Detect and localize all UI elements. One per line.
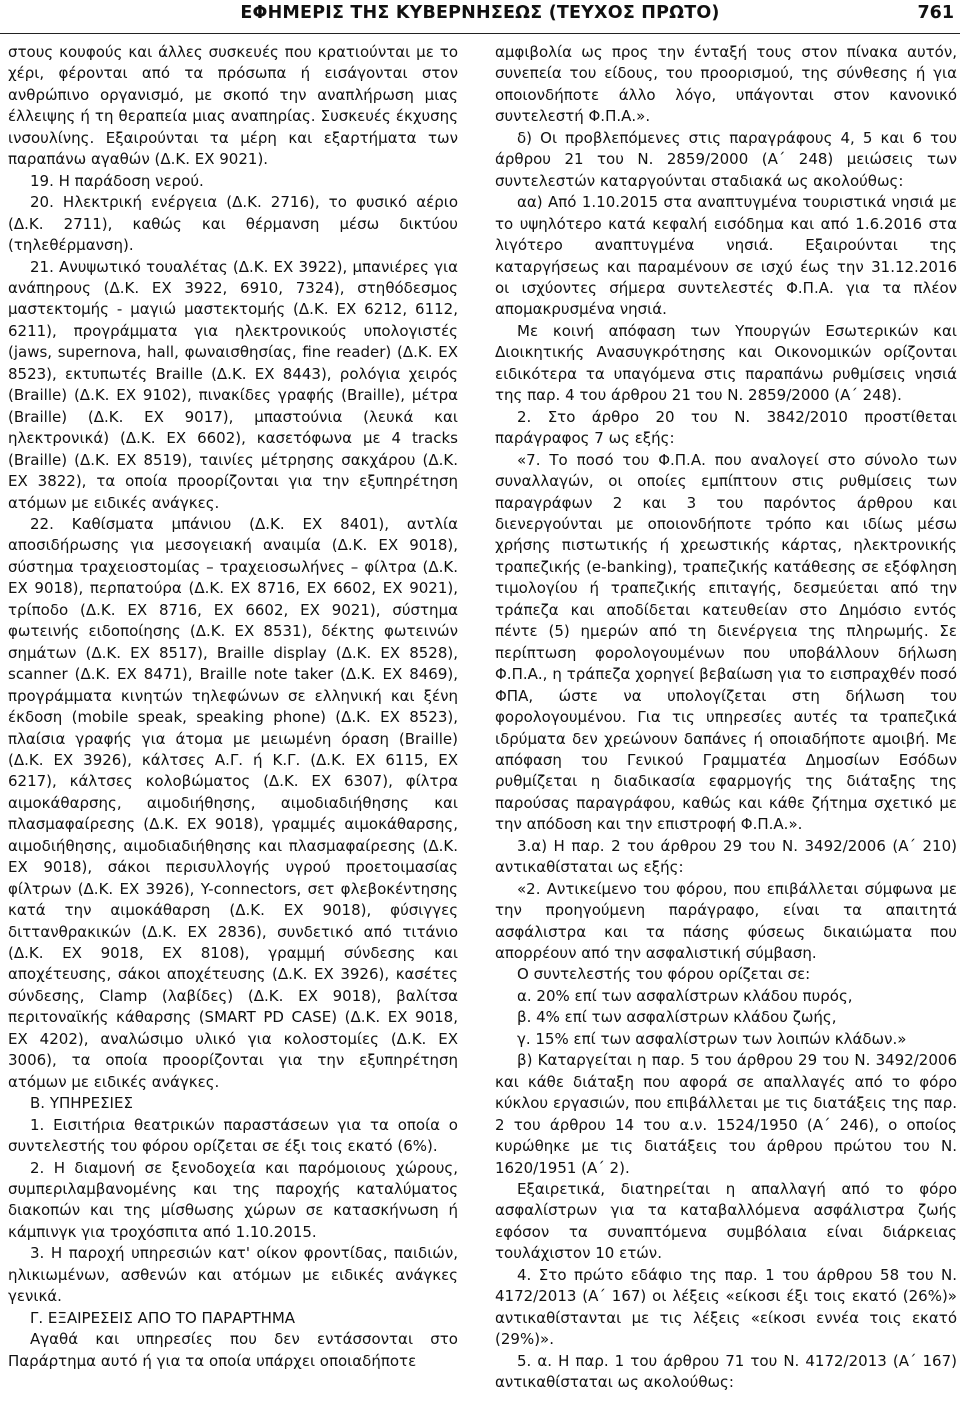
paragraph: «2. Αντικείμενο του φόρου, που επιβάλλεται σύμφωνα με την προηγούμενη παράγραφο, είναι τα απαιτητά ασφάλιστρα και τα πάσης φύσεως δικαιώματα που απορρέουν από την ασφαλιστική σύμβαση. — [495, 879, 957, 963]
paragraph: Β. ΥΠΗΡΕΣΙΕΣ — [30, 1094, 133, 1113]
paragraph: 19. Η παράδοση νερού. — [30, 171, 204, 190]
paragraph: 20. Ηλεκτρική ενέργεια (Δ.Κ. 2716), το φυσικό αέριο (Δ.Κ. 2711), καθώς και θέρμανση μέσω δικτύου (τηλεθέρμανση). — [8, 193, 458, 255]
paragraph: Αγαθά και υπηρεσίες που δεν εντάσσονται στο Παράρτημα αυτό ή για τα οποία υπάρχει οποιαδήποτε — [8, 1330, 458, 1370]
paragraph: 2. Η διαμονή σε ξενοδοχεία και παρόμοιους χώρους, συμπεριλαμβανομένης και της παροχής καταλύματος διακοπών και της μίσθωσης χώρων σε κατασκήνωση ή κάμπινγκ για τροχόσπιτα από 1.10.2015. — [8, 1158, 458, 1241]
gazette-title: ΕΦΗΜΕΡΙΣ ΤΗΣ ΚΥΒΕΡΝΗΣΕΩΣ (ΤΕΥΧΟΣ ΠΡΩΤΟ) — [240, 3, 720, 23]
paragraph: Γ. ΕΞΑΙΡΕΣΕΙΣ ΑΠΟ ΤΟ ΠΑΡΑΡΤΗΜΑ — [30, 1308, 296, 1327]
left-column — [8, 42, 458, 1420]
paragraph: β) Καταργείται η παρ. 5 του άρθρου 29 του Ν. 3492/2006 και κάθε διάταξη που αφορά σε απαλλαγές από το φόρο κύκλου εργασιών, που επιβάλλεται με τις διατάξεις της παρ. 2 του άρθρου 14 του α.ν. 1524/1950 (Α΄ 246), ο οποίος κυρώθηκε με τις διατάξεις του άρθρου πρώτου του Ν. 1620/1951 (Α΄ 2). — [495, 1051, 957, 1177]
paragraph: Με κοινή απόφαση των Υπουργών Εσωτερικών και Διοικητικής Ανασυγκρότησης και Οικονομικών ορίζονται ειδικότερα τα υπαγόμενα στις παραπάνω ρυθμίσεις νησιά της παρ. 4 του άρθρου 21 του Ν. 2859/2000 (Α΄ 248). — [495, 321, 957, 405]
paragraph: 5. α. Η παρ. 1 του άρθρου 71 του Ν. 4172/2013 (Α΄ 167) αντικαθίσταται ως ακολούθως: — [495, 1351, 957, 1392]
paragraph: 3.α) Η παρ. 2 του άρθρου 29 του Ν. 3492/2006 (Α΄ 210) αντικαθίσταται ως εξής: — [495, 836, 957, 877]
paragraph: 21. Ανυψωτικό τουαλέτας (Δ.Κ. ΕΧ 3922), μπανιέρες για ανάπηρους (Δ.Κ. ΕΧ 3922, 6910, 7324), στηθόδεσμος μαστεκτομής - μαγιώ μαστεκτομής (Δ.Κ. ΕΧ 6212, 6112, 6211), προγράμματα για ηλεκτρονικούς υπολογιστές (jaws, supernova, hall, φωναισθησίας, fine reader) (Δ.Κ. ΕΧ 8523), εκτυπωτές Braille (Δ.Κ. ΕΧ 8443), ρολόγια χειρός (Braille) (Δ.Κ. ΕΧ 9102), πινακίδες γραφής (Braille), μέτρα (Braille) (Δ.Κ. ΕΧ 9017), μπαστούνια (λευκά και ηλεκτρονικά) (Δ.Κ. ΕΧ 6602), κασετόφωνα με 4 tracks (Braille) (Δ.Κ. ΕΧ 8519), ταινίες μέτρησης σακχάρου (Δ.Κ. ΕΧ 3822), τα οποία προορίζονται για την εξυπηρέτηση ατόμων με ειδικές ανάγκες. — [8, 257, 458, 512]
paragraph: 22. Καθίσματα μπάνιου (Δ.Κ. ΕΧ 8401), αντλία αποσιδήρωσης για μεσογειακή αναιμία (Δ.Κ. ΕΧ 9018), σύστημα τραχειοστομίας – τραχειοσωλήνες – φίλτρα (Δ.Κ. ΕΧ 9018), περπατούρα (Δ.Κ. ΕΧ 8716, ΕΧ 6602, ΕΧ 9021), τρίποδο (Δ.Κ. ΕΧ 8716, ΕΧ 6602, ΕΧ 9021), σύστημα φωτεινής ειδοποίησης (Δ.Κ. ΕΧ 8531), δέκτης φωτεινών σημάτων (Δ.Κ. ΕΧ 8517), Braille display (Δ.Κ. ΕΧ 8528), scanner (Δ.Κ. ΕΧ 8471), Braille note taker (Δ.Κ. ΕΧ 8469), προγράμματα κινητών τηλεφώνων σε ελληνική και ξένη έκδοση (mobile speak, speaking phone) (Δ.Κ. ΕΧ 8523), πλαίσια γραφής για άτομα με μειωμένη όραση (Braille) (Δ.Κ. ΕΧ 3926), κάλτσες Α.Γ. ή Κ.Γ. (Δ.Κ. ΕΧ 6115, ΕΧ 6217), κάλτσες κολοβώματος (Δ.Κ. ΕΧ 6307), φίλτρα αιμοκάθαρσης, αιμοδιήθησης, αιμοδιαδιήθησης και πλασμαφαίρεσης (Δ.Κ. ΕΧ 9018), γραμμές αιμοκάθαρσης, αιμοδιήθησης, αιμοδιαδιήθησης και πλασμαφαίρεσης (Δ.Κ. ΕΧ 9018), σάκοι περισυλλογής υγρού προετοιμασίας φίλτρων (Δ.Κ. ΕΧ 3926), Y-connectors, σετ φλεβοκέντησης κατά την αιμοκάθαρση (Δ.Κ. ΕΧ 9018), φύσιγγες διττανθρακικών (Δ.Κ. ΕΧ 2836), συνδετικό από τιτάνιο (Δ.Κ. ΕΧ 9018, ΕΧ 8108), γραμμή σύνδεσης και αποχέτευσης, σάκοι αποχέτευσης (Δ.Κ. ΕΧ 3926), κασέτες σύνδεσης, Clamp (λαβίδες) (Δ.Κ. ΕΧ 9018), βαλίτσα περιτοναϊκής κάθαρσης (SMART PD CASE) (Δ.Κ. ΕΧ 9018, ΕΧ 4202), αναλώσιμο υλικό για κολοστομίες (Δ.Κ. ΕΧ 3006), τα οποία προορίζονται για την εξυπηρέτηση ατόμων με ειδικές ανάγκες. — [8, 514, 458, 1091]
paragraph: αα) Από 1.10.2015 στα αναπτυγμένα τουριστικά νησιά με το υψηλότερο κατά κεφαλή εισόδημα και από 1.6.2016 στα λιγότερο αναπτυγμένα νησιά. Εξαιρούνται της καταργήσεως και παραμένουν σε ισχύ έως την 31.12.2016 οι ισχύοντες σήμερα συντελεστές Φ.Π.Α. για τα πλέον απομακρυσμένα νησιά. — [495, 193, 957, 319]
right-column — [495, 42, 957, 1420]
paragraph: «7. Το ποσό του Φ.Π.Α. που αναλογεί στο σύνολο των συναλλαγών, οι οποίες εμπίπτουν στις ρυθμίσεις των παραγράφων 2 και 3 του παρόντος άρθρου και διενεργούνται με οποιονδήποτε τρόπο και ιδίως μέσω χρήσης πιστωτικής ή χρεωστικής κάρτας, ηλεκτρονικής τραπεζικής (e-banking), τραπεζικής κατάθεσης σε εξόφληση τιμολογίου ή τραπεζικής επιταγής, δεσμεύεται από την τράπεζα και αποδίδεται κατευθείαν στο Δημόσιο εντός πέντε (5) ημερών από τη διενέργεια της πληρωμής. Σε περίπτωση φορολογουμένων που υποβάλλουν δήλωση Φ.Π.Α., η τράπεζα χορηγεί βεβαίωση για το εισπραχθέν ποσό ΦΠΑ, ώστε να υπολογίζεται στη δήλωση του φορολογουμένου. Για τις υπηρεσίες αυτές τα τραπεζικά ιδρύματα δεν χρεώνουν δαπάνες ή οποιαδήποτε αμοιβή. Με απόφαση του Γενικού Γραμματέα Δημοσίων Εσόδων ρυθμίζεται η διαδικασία εφαρμογής της διάταξης της παρούσας παραγράφου, καθώς και κάθε ζήτημα σχετικό με την απόδοση και την επιστροφή Φ.Π.Α.». — [495, 450, 957, 834]
paragraph: 1. Εισιτήρια θεατρικών παραστάσεων για τα οποία ο συντελεστής του φόρου ορίζεται σε έξι τοις εκατό (6%). — [8, 1115, 458, 1156]
paragraph: 4. Στο πρώτο εδάφιο της παρ. 1 του άρθρου 58 του Ν. 4172/2013 (Α΄ 167) οι λέξεις «είκοσι έξι τοις εκατό (26%)» αντικαθίστανται με τις λέξεις «είκοσι εννέα τοις εκατό (29%)». — [495, 1265, 957, 1349]
page-number: 761 — [917, 3, 954, 23]
paragraph: γ. 15% επί των ασφαλίστρων των λοιπών κλάδων.» — [517, 1029, 907, 1048]
paragraph: δ) Οι προβλεπόμενες στις παραγράφους 4, 5 και 6 του άρθρου 21 του Ν. 2859/2000 (Α΄ 248) μειώσεις των συντελεστών καταργούνται σταδιακά ως ακολούθως: — [495, 128, 957, 190]
paragraph: Ο συντελεστής του φόρου ορίζεται σε: — [517, 965, 811, 984]
paragraph: 2. Στο άρθρο 20 του Ν. 3842/2010 προστίθεται παράγραφος 7 ως εξής: — [495, 407, 957, 448]
paragraph: αμφιβολία ως προς την ένταξή τους στον πίνακα αυτόν, συνεπεία του είδους, του προορισμού, της σύνθεσης ή για οποιονδήποτε άλλο λόγο, υπάγονται στον κανονικό συντελεστή Φ.Π.Α.». — [495, 43, 957, 126]
page-header — [0, 0, 960, 34]
paragraph: Εξαιρετικά, διατηρείται η απαλλαγή από το φόρο ασφαλίστρων για τα καταβαλλόμενα ασφάλιστρα ζωής εφόσον τα συναπτόμενα συμβόλαια είναι διάρκειας τουλάχιστον 10 ετών. — [495, 1180, 957, 1263]
paragraph: στους κουφούς και άλλες συσκευές που κρατιούνται με το χέρι, φέρονται από τα πρόσωπα ή εισάγονται στον ανθρώπινο οργανισμό, με σκοπό την αναπλήρωση μιας έλλειψης ή τη θεραπεία μιας αναπηρίας. Συσκευές έκχυσης ινσουλίνης. Εξαιρούνται τα μέρη και εξαρτήματα των παραπάνω αγαθών (Δ.Κ. ΕΧ 9021). — [8, 43, 458, 169]
paragraph: α. 20% επί των ασφαλίστρων κλάδου πυρός, — [517, 986, 853, 1005]
paragraph: β. 4% επί των ασφαλίστρων κλάδου ζωής, — [517, 1008, 837, 1027]
paragraph: 3. Η παροχή υπηρεσιών κατ' οίκον φροντίδας, παιδιών, ηλικιωμένων, ασθενών και ατόμων με ειδικές ανάγκες γενικά. — [8, 1244, 458, 1306]
